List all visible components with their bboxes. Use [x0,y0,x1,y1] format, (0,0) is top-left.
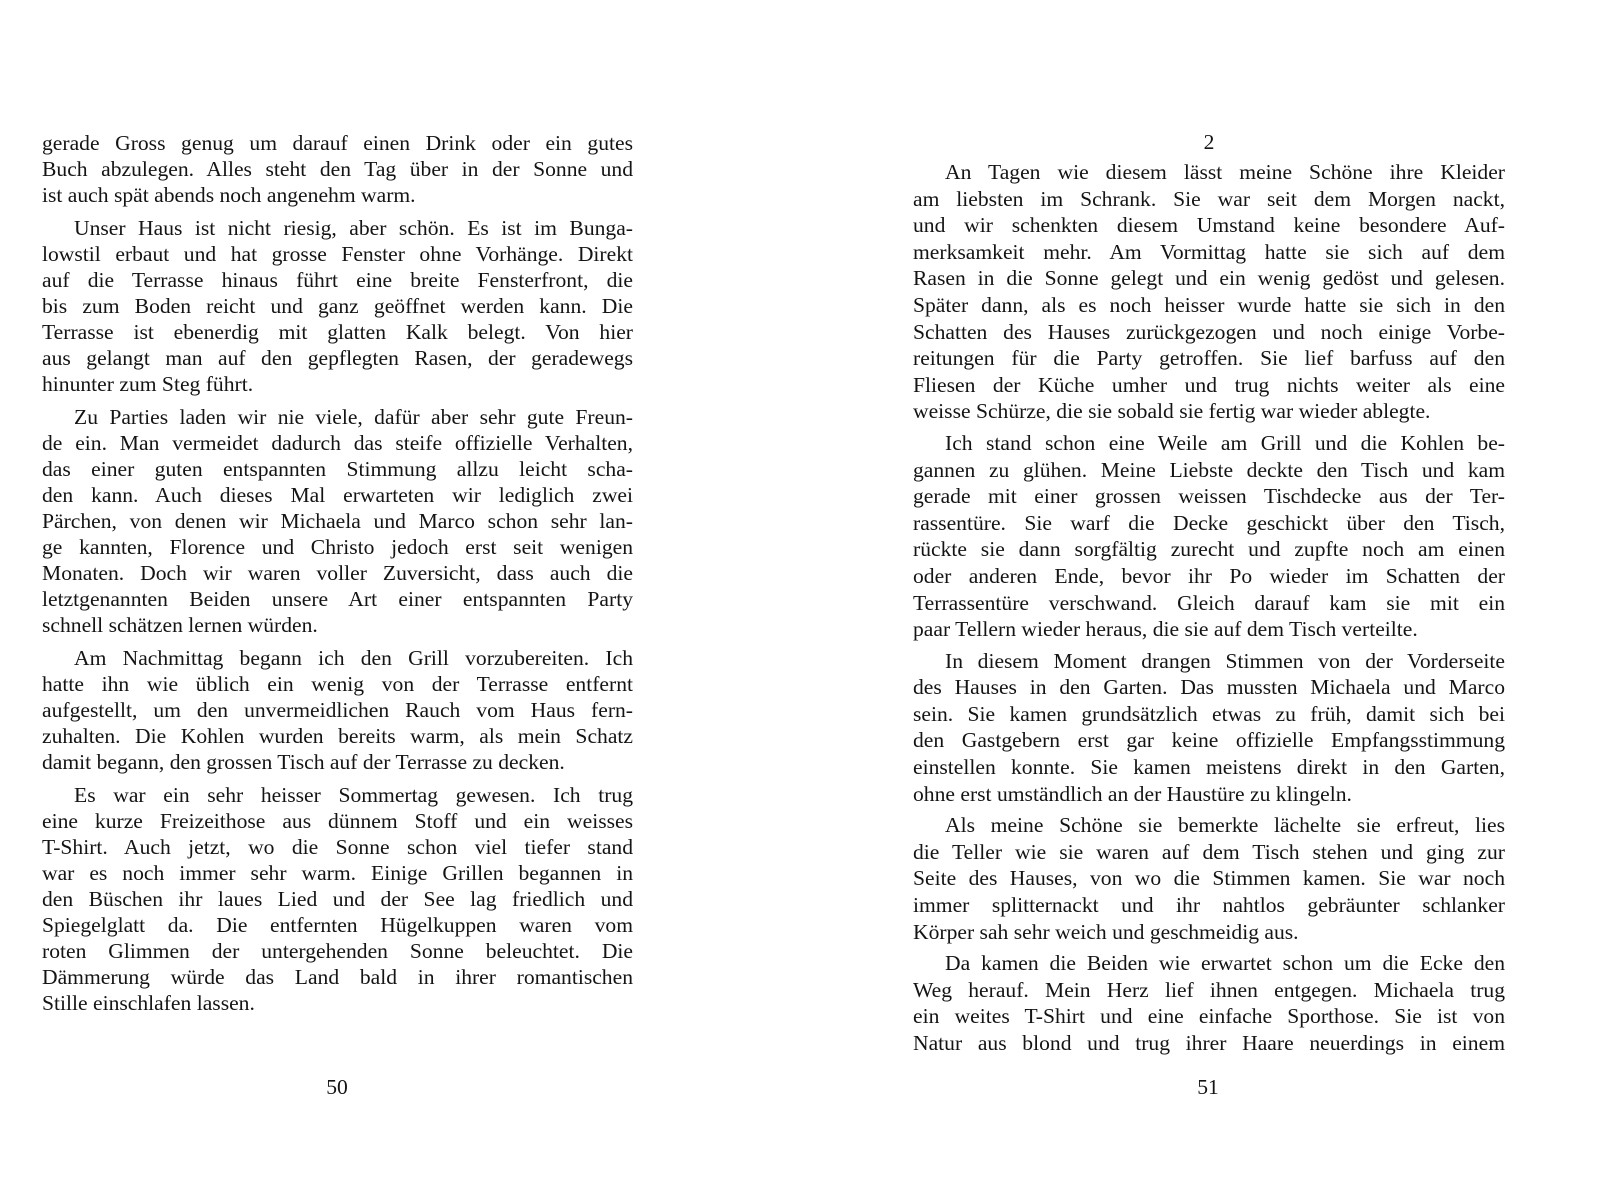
text-line: immer splitternackt und ihr nahtlos gebräunter schlanker [913,893,1505,918]
paragraph [42,215,633,397]
text-line: war es noch immer sehr warm. Einige Grillen begannen in [42,861,633,885]
text-line: am liebsten im Schrank. Sie war seit dem Morgen nackt, [913,186,1505,211]
paragraph [913,812,1505,945]
chapter-number: 2 [1203,130,1215,154]
text-line: reitungen für die Party getroffen. Sie lief barfuss auf den [913,346,1505,371]
text-line: Später dann, als es noch heisser wurde hatte sie sich in den [913,292,1505,317]
left-page-text [42,130,633,1016]
text-line: Als meine Schöne sie bemerkte lächelte sie erfreut, lies [945,813,1505,838]
text-line: den Gastgebern erst gar keine offizielle Empfangsstimmung [913,728,1505,753]
text-line: ein weites T-Shirt und eine einfache Sporthose. Sie ist von [913,1004,1505,1029]
text-line: An Tagen wie diesem lässt meine Schöne ihre Kleider [945,160,1505,184]
text-line: Weg herauf. Mein Herz lief ihnen entgegen. Michaela trug [913,977,1505,1002]
text-line: gerade Gross genug um darauf einen Drink oder ein gutes [42,131,633,155]
text-line: Stille einschlafen lassen. [42,991,255,1015]
text-line: gannen zu glühen. Meine Liebste deckte den Tisch und kam [913,457,1505,482]
paragraph [913,430,1505,643]
paragraph [42,645,633,775]
text-line: Rasen in die Sonne gelegt und ein wenig gedöst und gelesen. [913,266,1505,291]
text-line: Körper sah sehr weich und geschmeidig aus. [913,919,1299,944]
text-line: Pärchen, von denen wir Michaela und Marco schon sehr lan- [42,509,633,533]
text-line: des Hauses in den Garten. Das mussten Michaela und Marco [913,675,1505,700]
text-line: letztgenannten Beiden unsere Art einer entspannten Party [42,587,633,611]
text-line: Zu Parties laden wir nie viele, dafür aber sehr gute Freun- [74,405,633,429]
paragraph [42,130,633,208]
text-line: Buch abzulegen. Alles steht den Tag über in der Sonne und [42,157,633,181]
text-line: Unser Haus ist nicht riesig, aber schön. Es ist im Bunga- [74,216,633,240]
text-line: die Teller wie sie waren auf dem Tisch stehen und ging zur [913,839,1505,864]
text-line: aufgestellt, um den unvermeidlichen Rauch vom Haus fern- [42,698,633,722]
text-line: schnell schätzen lernen würden. [42,613,318,637]
text-line: damit begann, den grossen Tisch auf der Terrasse zu decken. [42,750,565,774]
text-line: ge kannten, Florence und Christo jedoch erst seit wenigen [42,535,633,559]
text-line: Spiegelglatt da. Die entfernten Hügelkuppen waren vom [42,913,633,937]
text-line: merksamkeit mehr. Am Vormittag hatte sie sich auf dem [913,239,1505,264]
text-line: oder anderen Ende, bevor ihr Po wieder im Schatten der [913,563,1505,588]
text-line: ist auch spät abends noch angenehm warm. [42,183,416,207]
text-line: In diesem Moment drangen Stimmen von der Vorderseite [945,648,1505,673]
text-line: den Büschen ihr laues Lied und der See lag friedlich und [42,887,633,911]
text-line: den kann. Auch dieses Mal erwarteten wir lediglich zwei [42,483,633,507]
text-line: sein. Sie kamen grundsätzlich etwas zu früh, damit sich bei [913,701,1505,726]
text-line: rassentüre. Sie warf die Decke geschickt über den Tisch, [913,510,1505,535]
text-line: Es war ein sehr heisser Sommertag gewesen. Ich trug [74,783,633,807]
right-page [800,0,1603,1203]
text-line: zuhalten. Die Kohlen wurden bereits warm, als mein Schatz [42,724,633,748]
text-line: de ein. Man vermeidet dadurch das steife offizielle Verhalten, [42,431,633,455]
text-line: Fliesen der Küche umher und trug nichts weiter als eine [913,372,1505,397]
paragraph [913,159,1505,425]
text-line: ohne erst umständlich an der Haustüre zu klingeln. [913,781,1352,806]
text-line: Terrassentüre verschwand. Gleich darauf kam sie mit ein [913,590,1505,615]
text-line: das einer guten entspannten Stimmung allzu leicht scha- [42,457,633,481]
text-line: Seite des Hauses, von wo die Stimmen kamen. Sie war noch [913,866,1505,891]
text-line: Da kamen die Beiden wie erwartet schon um die Ecke den [945,951,1505,976]
text-line: Terrasse ist ebenerdig mit glatten Kalk belegt. Von hier [42,320,633,344]
text-line: hinunter zum Steg führt. [42,372,254,396]
text-line: Dämmerung würde das Land bald in ihrer romantischen [42,965,633,989]
paragraph [913,950,1505,1056]
text-line: rückte sie dann sorgfältig zurecht und zupfte noch am einen [913,537,1505,562]
paragraph [42,404,633,638]
text-line: Natur aus blond und trug ihrer Haare neuerdings in einem [913,1031,1505,1055]
text-line: Ich stand schon eine Weile am Grill und die Kohlen be- [945,430,1505,455]
text-line: Monaten. Doch wir waren voller Zuversicht, dass auch die [42,561,633,585]
right-page-text [913,159,1505,1057]
paragraph [42,782,633,1016]
text-line: lowstil erbaut und hat grosse Fenster ohne Vorhänge. Direkt [42,242,633,266]
text-line: und wir schenkten diesem Umstand keine besondere Auf- [913,213,1505,238]
left-page [0,0,800,1203]
text-line: Schatten des Hauses zurückgezogen und noch einige Vorbe- [913,319,1505,344]
text-line: hatte ihn wie üblich ein wenig von der Terrasse entfernt [42,672,633,696]
text-line: aus gelangt man auf den gepflegten Rasen, der geradewegs [42,346,633,370]
text-line: T-Shirt. Auch jetzt, wo die Sonne schon viel tiefer stand [42,835,633,859]
text-line: weisse Schürze, die sie sobald sie fertig war wieder ablegte. [913,399,1431,424]
text-line: paar Tellern wieder heraus, die sie auf dem Tisch verteilte. [913,617,1418,642]
page-number-left: 50 [326,1075,348,1099]
text-line: eine kurze Freizeithose aus dünnem Stoff und ein weisses [42,809,633,833]
text-line: auf die Terrasse hinaus führt eine breite Fensterfront, die [42,268,633,292]
text-line: roten Glimmen der untergehenden Sonne beleuchtet. Die [42,939,633,963]
text-line: Am Nachmittag begann ich den Grill vorzubereiten. Ich [74,646,633,670]
page-number-right: 51 [1197,1075,1219,1099]
paragraph [913,648,1505,808]
text-line: bis zum Boden reicht und ganz geöffnet werden kann. Die [42,294,633,318]
text-line: einstellen konnte. Sie kamen meistens direkt in den Garten, [913,755,1505,780]
text-line: gerade mit einer grossen weissen Tischdecke aus der Ter- [913,484,1505,509]
